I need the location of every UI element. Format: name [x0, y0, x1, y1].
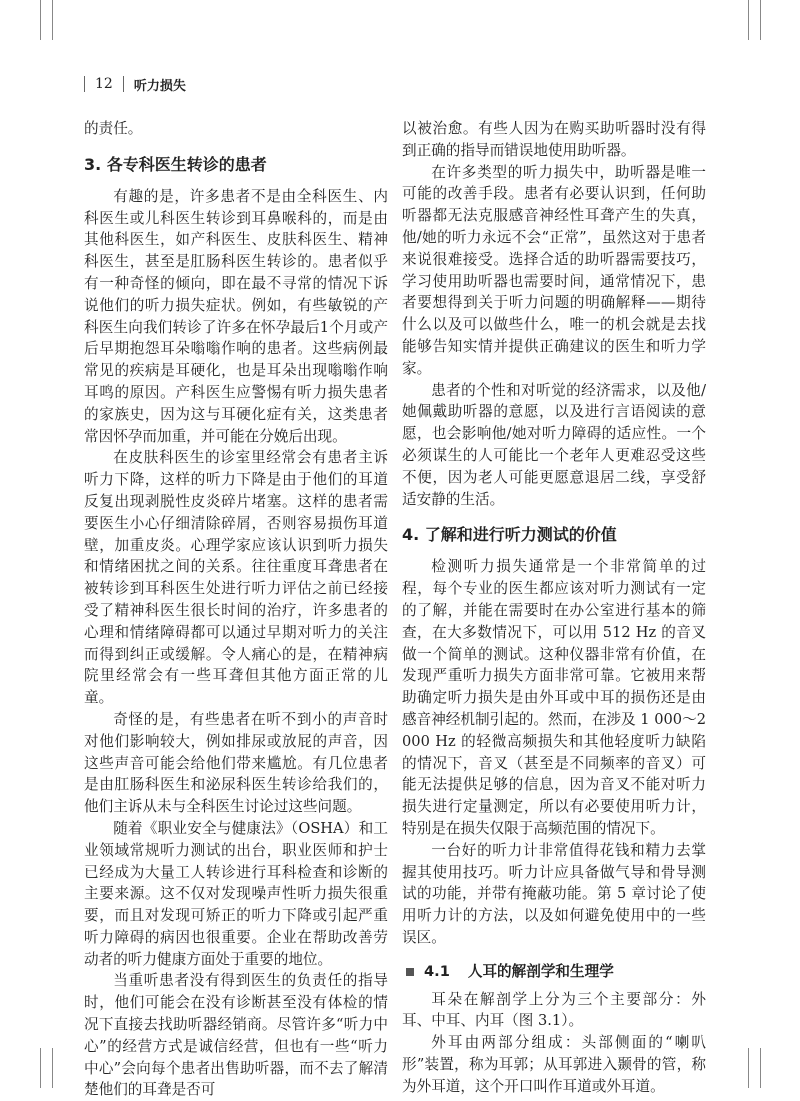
paragraph: 有趣的是，许多患者不是由全科医生、内科医生或儿科医生转诊到耳鼻喉科的，而是由其他科医生，如产科医生、皮肤科医生、精神科医生，甚至是肛肠科医生转诊的。患者似乎有一种奇怪的倾向，即在最不寻常的情况下诉说他们的听力损失症状。例如，有些敏锐的产科医生向我们转诊了许多在怀孕最后1个月或产后早期抱怨耳朵嗡嗡作响的患者。这些病例最常见的疾病是耳硬化，也是耳朵出现嗡嗡作响耳鸣的原因。产科医生应警惕有听力损失患者的家族史，因为这与耳硬化症有关，这类患者常因怀孕而加重，并可能在分娩后出现。	[84, 187, 388, 445]
paragraph: 一台好的听力计非常值得花钱和精力去掌握其使用技巧。听力计应具备做气导和骨导测试的功能，并带有掩蔽功能。第 5 章讨论了使用听力计的方法，以及如何避免使用中的一些误区。	[402, 841, 706, 946]
page-number: 12	[95, 76, 113, 92]
crop-mark-bottom-left-2	[52, 1048, 53, 1088]
paragraph: 外耳由两部分组成：头部侧面的“喇叭形”装置，称为耳郭；从耳郭进入颞骨的管，称为外耳道，这个开口叫作耳道或外耳道。	[402, 1034, 706, 1095]
left-column	[84, 118, 388, 1101]
subsection-title: 人耳的解剖学和生理学	[467, 962, 614, 980]
crop-mark-bottom-right-2	[760, 1048, 761, 1088]
crop-mark-bottom-left	[40, 1048, 41, 1088]
subsection-number: 4.1	[424, 962, 450, 980]
crop-mark-top-right	[748, 0, 749, 40]
paragraph: 患者的个性和对听觉的经济需求，以及他/她佩戴助听器的意愿，以及进行言语阅读的意愿，也会影响他/她对听力障碍的适应性。一个必须谋生的人可能比一个老年人更难忍受这些不便，因为老人可能更愿意退居二线，享受舒适安静的生活。	[402, 381, 706, 508]
paragraph: 耳朵在解剖学上分为三个主要部分：外耳、中耳、内耳（图 3.1）。	[402, 990, 706, 1030]
paragraph: 随着《职业安全与健康法》（OSHA）和工业领域常规听力测试的出台，职业医师和护士已经成为大量工人转诊进行耳科检查和诊断的主要来源。这不仅对发现噪声性听力损失很重要，而且对发现可矫正的听力下降或引起严重听力障碍的病因也很重要。企业在帮助改善劳动者的听力健康方面处于重要的地位。	[84, 819, 388, 968]
paragraph: 当重听患者没有得到医生的负责任的指导时，他们可能会在没有诊断甚至没有体检的情况下直接去找助听器经销商。尽管许多“听力中心”的经营方式是诚信经营，但也有一些“听力中心”会向每个患者出售助听器，而不去了解清楚他们的耳聋是否可	[84, 972, 388, 1099]
section-heading-4: 4. 了解和进行听力测试的价值	[402, 525, 617, 545]
crop-mark-bottom-right	[748, 1048, 749, 1088]
header-divider	[123, 76, 124, 92]
running-header	[84, 74, 186, 94]
crop-mark-top-right-2	[760, 0, 761, 40]
paragraph-continuation: 以被治愈。有些人因为在购买助听器时没有得到正确的指导而错误地使用助听器。	[402, 120, 706, 159]
header-divider-left	[84, 76, 85, 92]
paragraph-continuation: 的责任。	[84, 120, 143, 137]
subsection-heading-4-1	[402, 961, 706, 983]
crop-mark-top-left	[40, 0, 41, 40]
paragraph: 在许多类型的听力损失中，助听器是唯一可能的改善手段。患者有必要认识到，任何助听器都无法克服感音神经性耳聋产生的失真，他/她的听力永远不会“正常”，虽然这对于患者来说很难接受。选择合适的助听器需要技巧，学习使用助听器也需要时间，通常情况下，患者要想得到关于听力问题的明确解释——期待什么以及可以做些什么，唯一的机会就是去找能够告知实情并提供正确建议的医生和听力学家。	[402, 163, 706, 377]
paragraph: 在皮肤科医生的诊室里经常会有患者主诉听力下降，这样的听力下降是由于他们的耳道反复出现剥脱性皮炎碎片堵塞。这样的患者需要医生小心仔细清除碎屑，否则容易损伤耳道壁，加重皮炎。心理学家应该认识到听力损失和情绪困扰之间的关系。往往重度耳聋患者在被转诊到耳科医生处进行听力评估之前已经接受了精神科医生很长时间的治疗，许多患者的心理和情绪障碍都可以通过早期对听力的关注而得到纠正或缓解。令人痛心的是，在精神病院里经常会有一些耳聋但其他方面正常的儿童。	[84, 449, 388, 707]
paragraph: 检测听力损失通常是一个非常简单的过程，每个专业的医生都应该对听力测试有一定的了解，并能在需要时在办公室进行基本的筛查，在大多数情况下，可以用 512 Hz 的音叉做一个简单的测试。这种仪器非常有价值，在发现严重听力损失方面非常可靠。它被用来帮助确定听力损失是由外耳或中耳的损伤还是由感音神经机制引起的。然而，在涉及 1 000～2 000 Hz 的轻微高频损失和其他轻度听力缺陷的情况下，音叉（甚至是不同频率的音叉）可能无法提供足够的信息，因为音叉不能对听力损失进行定量测定，所以有必要使用听力计，特别是在损失仅限于高频范围的情况下。	[402, 558, 706, 837]
paragraph: 奇怪的是，有些患者在听不到小的声音时对他们影响较大，例如排尿或放屁的声音，因这些声音可能会给他们带来尴尬。有几位患者是由肛肠科医生和泌尿科医生转诊给我们的，他们主诉从未与全科医生讨论过这些问题。	[84, 710, 388, 816]
square-bullet-icon	[406, 968, 414, 976]
chapter-title: 听力损失	[133, 78, 186, 94]
crop-mark-top-left-2	[52, 0, 53, 40]
section-heading-3: 3. 各专科医生转诊的患者	[84, 154, 267, 174]
right-column	[402, 118, 706, 1098]
